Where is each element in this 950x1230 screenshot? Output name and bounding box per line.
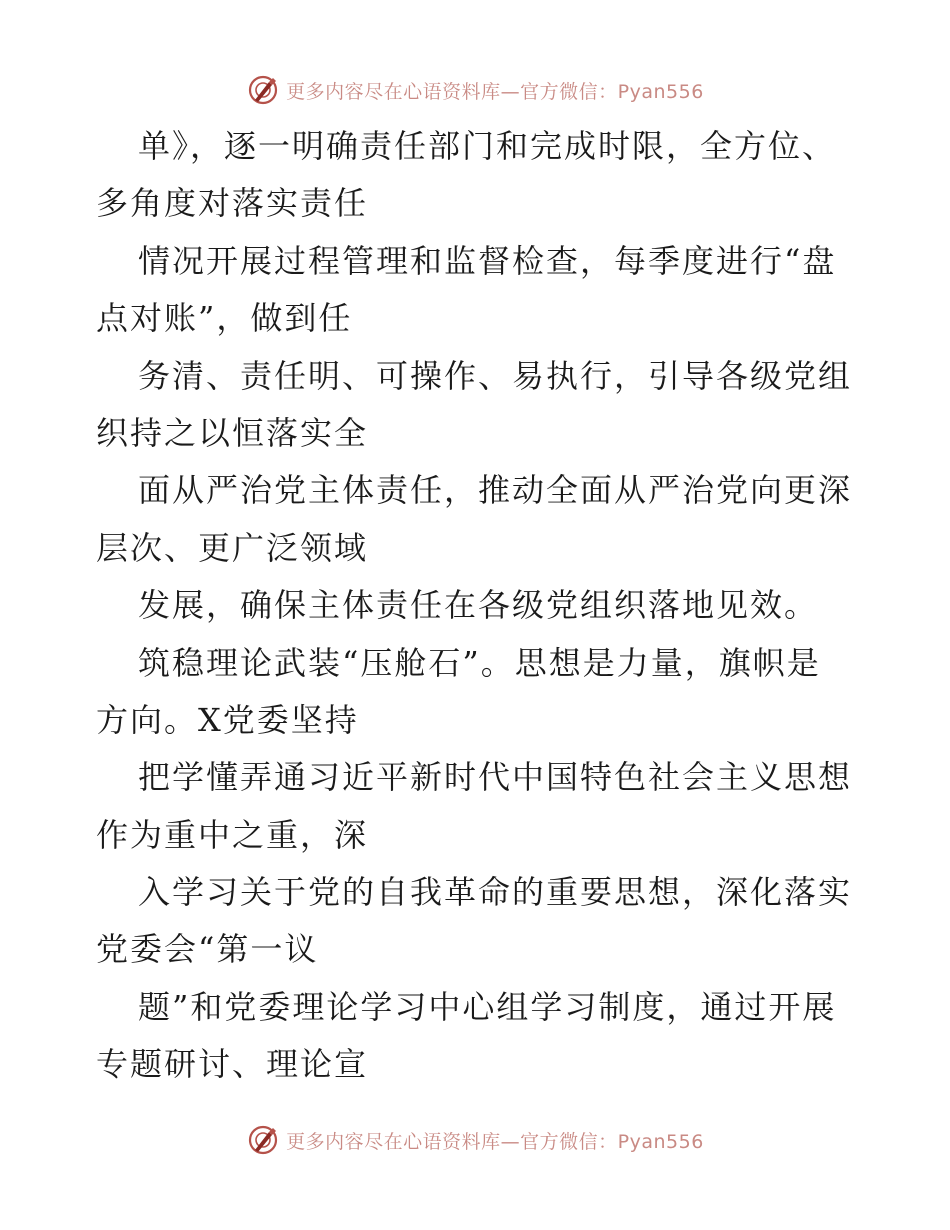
- text-line: 专题研讨、理论宣: [96, 1045, 369, 1084]
- text-line: 点对账”，做到任: [96, 299, 353, 338]
- watermark-text: 更多内容尽在心语资料库—官方微信：Pyan556: [286, 1130, 704, 1153]
- pen-circle-icon: [246, 1123, 280, 1157]
- text-line: 筑稳理论武装“压舱石”。思想是力量，旗帜是: [138, 643, 821, 682]
- text-line: 党委会“第一议: [96, 930, 319, 969]
- text-line: 方向。X党委坚持: [96, 700, 359, 739]
- document-body: [96, 118, 856, 1094]
- footer-watermark: [0, 1120, 950, 1160]
- text-line: 入学习关于党的自我革命的重要思想，深化落实: [138, 873, 853, 912]
- text-line: 织持之以恒落实全: [96, 413, 369, 452]
- text-line: 层次、更广泛领域: [96, 528, 369, 567]
- header-watermark: [0, 70, 950, 110]
- text-line: 把学懂弄通习近平新时代中国特色社会主义思想: [138, 758, 853, 797]
- pen-circle-icon: [246, 73, 280, 107]
- text-line: 单》，逐一明确责任部门和完成时限，全方位、: [138, 127, 837, 165]
- watermark-text: 更多内容尽在心语资料库—官方微信：Pyan556: [286, 80, 704, 103]
- text-line: 题”和党委理论学习中心组学习制度，通过开展: [138, 987, 837, 1026]
- text-line: 发展，确保主体责任在各级党组织落地见效。: [138, 586, 819, 625]
- text-line: 作为重中之重，深: [96, 815, 369, 854]
- text-line: 务清、责任明、可操作、易执行，引导各级党组: [138, 356, 853, 395]
- text-line: 面从严治党主体责任，推动全面从严治党向更深: [138, 471, 853, 510]
- text-line: 情况开展过程管理和监督检查，每季度进行“盘: [138, 241, 837, 280]
- text-line: 多角度对落实责任: [96, 184, 369, 223]
